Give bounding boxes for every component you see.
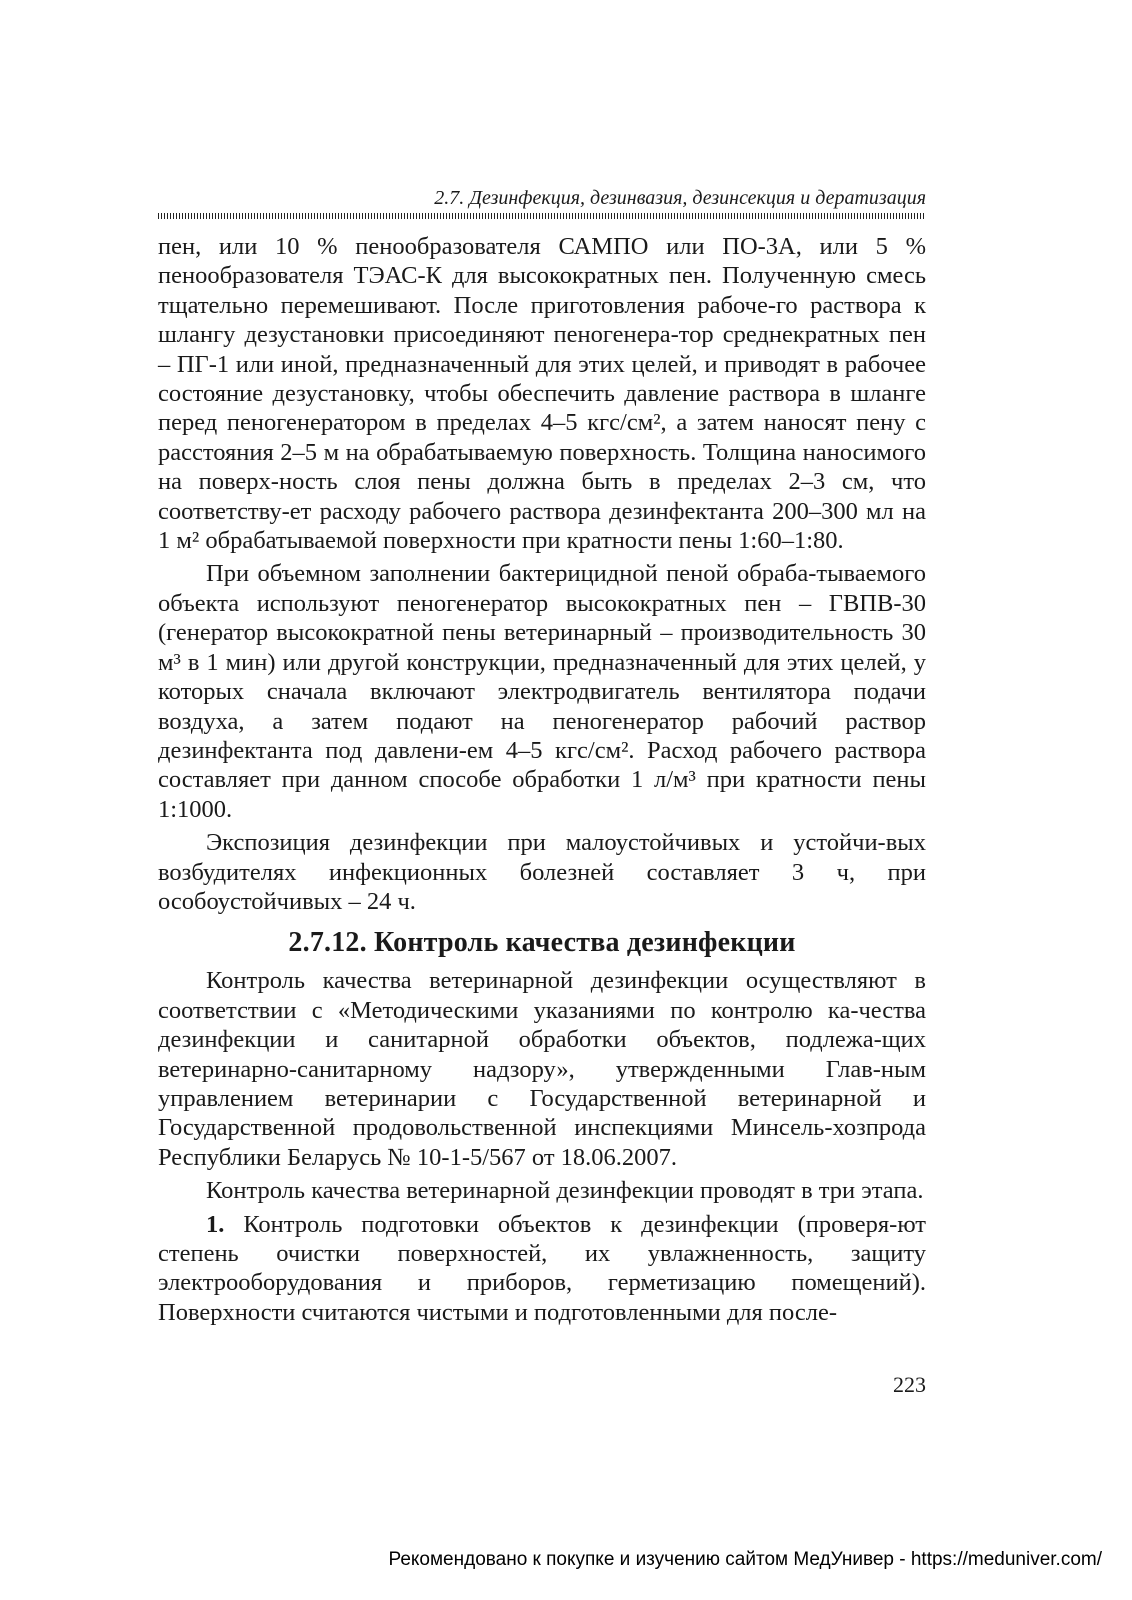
header-rule — [158, 213, 926, 219]
paragraph-three-stages: Контроль качества ветеринарной дезинфекции проводят в три этапа. — [206, 1177, 924, 1205]
watermark-text: Рекомендовано к покупке и изучению сайтом МедУнивер - https://meduniver.com/ — [388, 1549, 1102, 1570]
step-number: 1. — [206, 1210, 225, 1238]
section-heading: 2.7.12. Контроль качества дезинфекции — [288, 927, 796, 959]
body-text — [158, 232, 926, 1327]
page-number: 223 — [893, 1372, 926, 1397]
paragraph-foam-preparation: пен, или 10 % пенообразователя САМПО или ПО-3А, или 5 % пенообразователя ТЭАС-К для высокократных пен. Полученную смесь тщательно перемешивают. После приготовления рабоче-го раствора к шлангу дезустановки присоединяют пеногенера-тор среднекратных пен – ПГ-1 или иной, предназначенный для этих целей, и приводят в рабочее состояние дезустановку, чтобы обеспечить давление раствора в шланге перед пеногенератором в пределах 4–5 кгс/см², а затем наносят пену с расстояния 2–5 м на обрабатываемую поверхность. Толщина наносимого на поверх-ность слоя пены должна быть в пределах 2–3 см, что соответству-ет расходу рабочего раствора дезинфектанта 200–300 мл на 1 м² обрабатываемой поверхности при кратности пены 1:60–1:80. — [158, 233, 926, 555]
paragraph-step-1 — [158, 1210, 926, 1328]
running-header: 2.7. Дезинфекция, дезинвазия, дезинсекция и дератизация — [434, 187, 926, 209]
paragraph-exposure: Экспозиция дезинфекции при малоустойчивых и устойчи-вых возбудителях инфекционных болезней составляет 3 ч, при особоустойчивых – 24 ч. — [158, 829, 926, 915]
paragraph-volume-filling: При объемном заполнении бактерицидной пеной обраба-тываемого объекта используют пеногенератор высокократных пен – ГВПВ-30 (генератор высокократной пены ветеринарный – производительность 30 м³ в 1 мин) или другой конструкции, предназначенный для этих целей, у которых сначала включают электродвигатель вентилятора подачи воздуха, а затем подают на пеногенератор рабочий раствор дезинфектанта под давлени-ем 4–5 кгс/см². Расход рабочего раствора составляет при данном способе обработки 1 л/м³ при кратности пены 1:1000. — [158, 560, 926, 823]
step-text: Контроль подготовки объектов к дезинфекции (проверя-ют степень очистки поверхностей, их увлажненность, защиту электрооборудования и приборов, герметизацию помещений). Поверхности считаются чистыми и подготовленными для после- — [158, 1210, 927, 1326]
paragraph-quality-control: Контроль качества ветеринарной дезинфекции осуществляют в соответствии с «Методическими указаниями по контролю ка-чества дезинфекции и санитарной обработки объектов, подлежа-щих ветеринарно-санитарному надзору», утвержденными Глав-ным управлением ветеринарии с Государственной ветеринарной и Государственной продовольственной инспекциями Минсель-хозпрода Республики Беларусь № 10-1-5/567 от 18.06.2007. — [158, 967, 926, 1171]
